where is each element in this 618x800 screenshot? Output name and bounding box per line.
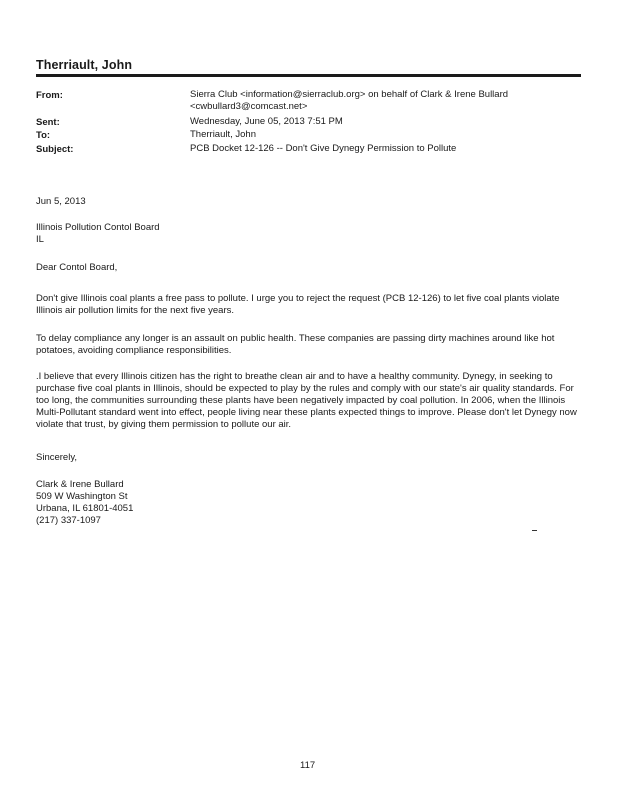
recipient-line2: IL <box>36 234 44 245</box>
paragraph-2: To delay compliance any longer is an assault on public health. These companies are passing dirty machines around like hot potatoes, avoiding compliance responsibilities. <box>36 333 555 356</box>
salutation: Dear Contol Board, <box>36 262 118 273</box>
header-divider <box>36 74 581 77</box>
to-label: To: <box>36 130 51 141</box>
address-line2: Urbana, IL 61801-4051 <box>36 503 134 514</box>
letter-date: Jun 5, 2013 <box>36 196 86 207</box>
sent-label: Sent: <box>36 117 60 128</box>
letter-recipient <box>36 222 581 246</box>
to-value: Therriault, John <box>190 129 257 140</box>
from-label: From: <box>36 90 63 101</box>
recipient-mailbox-name: Therriault, John <box>36 58 133 72</box>
subject-value: PCB Docket 12-126 -- Don't Give Dynegy Permission to Pollute <box>190 143 457 154</box>
paragraph-1: Don't give Illinois coal plants a free pass to pollute. I urge you to reject the request (PCB 12-126) to let five coal plants violate Illinois air pollution limits for the next five years. <box>36 293 560 316</box>
from-value-line2: <cwbullard3@comcast.net> <box>190 101 308 112</box>
sent-value: Wednesday, June 05, 2013 7:51 PM <box>190 116 343 127</box>
closing: Sincerely, <box>36 452 78 463</box>
address-line1: 509 W Washington St <box>36 491 128 502</box>
from-value-line1: Sierra Club <information@sierraclub.org> on behalf of Clark & Irene Bullard <box>190 89 509 100</box>
from-value <box>190 89 508 113</box>
phone-number: (217) 337-1097 <box>36 515 101 526</box>
stray-mark <box>532 530 537 531</box>
recipient-line1: Illinois Pollution Contol Board <box>36 222 160 233</box>
subject-label: Subject: <box>36 144 74 155</box>
signature-name: Clark & Irene Bullard <box>36 479 124 490</box>
paragraph-3: .I believe that every Illinois citizen has the right to breathe clean air and to have a healthy community. Dynegy, in seeking to purchase five coal plants in Illinois, should be expected to play by the rules and comply with our state's air quality standards. For too long, the communities surrounding these plants have been negatively impacted by coal pollution. In 2006, when the Illinois Multi-Pollutant standard went into effect, people living near these plants expected things to improve. Please don't let Dynegy now violate that trust, by giving them permission to pollute our air. <box>36 371 577 430</box>
signature-block <box>36 479 581 527</box>
page-number: 117 <box>300 760 316 771</box>
